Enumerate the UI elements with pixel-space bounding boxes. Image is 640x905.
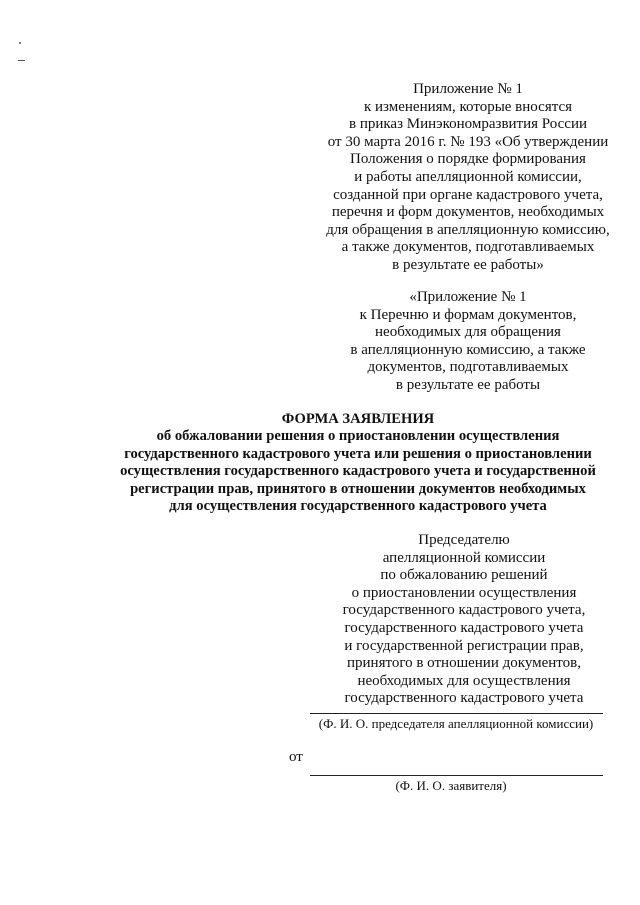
form-title-block [98,411,618,515]
addressee-line: апелляционной комиссии [382,549,546,566]
chairman-name-line [310,713,603,714]
addressee-line: о приостановлении осуществления [351,584,577,601]
amendment-header-line: Приложение № 1 [413,81,523,97]
addressee-line: государственного кадастрового учета [344,619,584,636]
form-subtitle-line: для осуществления государственного кадастрового учета [169,497,547,514]
scan-artifact-dash [18,60,25,61]
form-subtitle-line: регистрации прав, принятого в отношении документов необходимых [130,480,586,497]
amendment-header-line: в результате ее работы» [392,256,544,273]
amendment-header [318,81,618,275]
addressee-line: принятого в отношении документов, [346,655,581,672]
appendix-header-line: к Перечню и формам документов, [359,306,577,323]
addressee-line: государственного кадастрового учета [344,690,584,707]
appendix-header-line: в результате ее работы [395,376,541,393]
form-subtitle-line: осуществления государственного кадастрового учета и государственной [120,463,596,480]
appendix-header-line: в апелляционную комиссию, а также [350,341,586,358]
addressee-block [314,532,614,708]
amendment-header-line: к изменениям, которые вносятся [363,98,573,115]
amendment-header-line: перечня и форм документов, необходимых [331,204,605,221]
amendment-header-line: в приказ Минэкономразвития России [348,116,587,133]
from-label: от [289,749,303,765]
amendment-header-line: Положения о порядке формирования [350,151,586,168]
addressee-line: по обжалованию решений [380,567,548,584]
amendment-header-line: а также документов, подготавливаемых [341,239,595,256]
amendment-header-line: от 30 марта 2016 г. № 193 «Об утверждении [327,133,609,150]
scan-artifact-dot [19,42,21,44]
appendix-header [318,289,618,395]
addressee-line: необходимых для осуществления [357,672,571,689]
form-subtitle-line: государственного кадастрового учета или решения о приостановлении [124,445,592,462]
appendix-header-line: «Приложение № 1 [409,289,527,305]
chairman-name-caption: (Ф. И. О. председателя апелляционной комиссии) [318,716,594,731]
applicant-name-caption: (Ф. И. О. заявителя) [395,778,507,793]
addressee-line: Председателю [418,532,510,548]
form-title: ФОРМА ЗАЯВЛЕНИЯ [281,411,435,427]
applicant-name-line [310,775,603,776]
amendment-header-line: и работы апелляционной комиссии, [354,168,582,185]
addressee-line: и государственной регистрации прав, [344,637,584,654]
amendment-header-line: созданной при органе кадастрового учета, [333,186,603,203]
amendment-header-line: для обращения в апелляционную комиссию, [326,221,610,238]
addressee-line: государственного кадастрового учета, [342,602,586,619]
form-subtitle-line: об обжаловании решения о приостановлении осуществления [156,428,560,445]
appendix-header-line: документов, подготавливаемых [367,359,569,376]
appendix-header-line: необходимых для обращения [375,324,561,341]
